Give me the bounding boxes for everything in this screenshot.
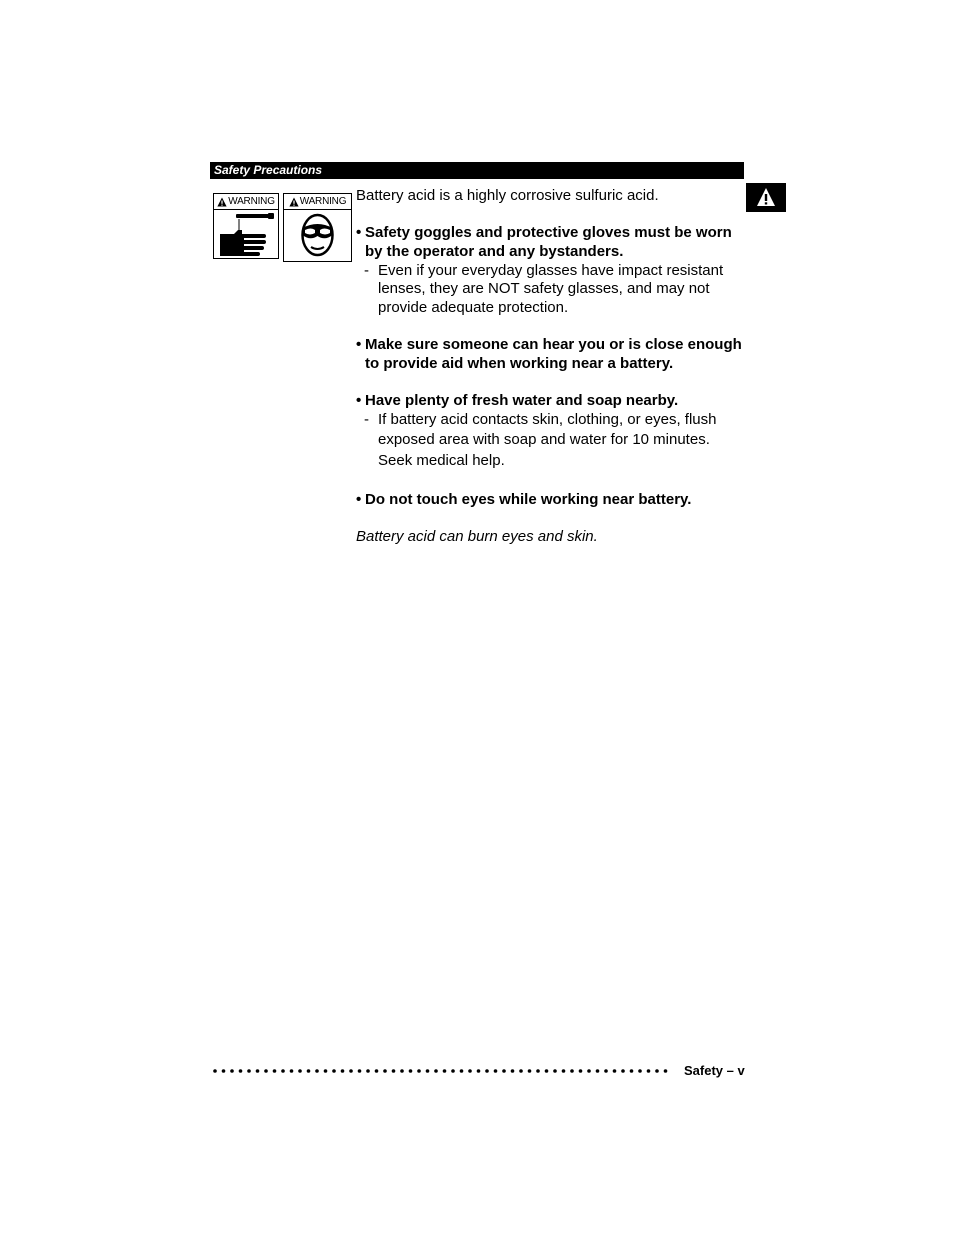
footer-dot	[638, 1069, 642, 1073]
sub-acid-contact-cont2: Seek medical help.	[378, 452, 505, 469]
footer-dot	[315, 1069, 319, 1073]
footer-dot	[307, 1069, 311, 1073]
footer-dot	[239, 1069, 243, 1073]
footer-dot	[451, 1069, 455, 1073]
footer-dot	[485, 1069, 489, 1073]
closing-note: Battery acid can burn eyes and skin.	[356, 528, 598, 545]
warning-label-text: WARNING	[228, 196, 275, 207]
footer-dot	[247, 1069, 251, 1073]
footer-dot	[341, 1069, 345, 1073]
footer-dot	[587, 1069, 591, 1073]
footer-dot	[417, 1069, 421, 1073]
bullet-someone-hear-cont: to provide aid when working near a battery.	[365, 355, 674, 372]
footer-dot	[528, 1069, 532, 1073]
footer-dot-leader	[213, 1066, 675, 1076]
footer-dot	[494, 1069, 498, 1073]
footer-dot	[502, 1069, 506, 1073]
sub-everyday-glasses-cont: lenses, they are NOT safety glasses, and may not	[378, 280, 710, 297]
sub-acid-contact: - If battery acid contacts skin, clothing, or eyes, flush	[364, 411, 717, 428]
bullet-goggles-gloves: • Safety goggles and protective gloves must be worn	[356, 224, 732, 241]
footer-dot	[655, 1069, 659, 1073]
goggles-face-icon	[284, 210, 351, 261]
bullet-touch-eyes: • Do not touch eyes while working near battery.	[356, 491, 692, 508]
footer-dot	[256, 1069, 260, 1073]
footer-dot	[460, 1069, 464, 1073]
footer-dot	[366, 1069, 370, 1073]
footer-dot	[383, 1069, 387, 1073]
footer-dot	[536, 1069, 540, 1073]
bullet-someone-hear: • Make sure someone can hear you or is close enough	[356, 336, 742, 353]
footer-dot	[570, 1069, 574, 1073]
bullet-goggles-gloves-cont: by the operator and any bystanders.	[365, 243, 624, 260]
warning-triangle-icon	[756, 187, 776, 207]
footer-dot	[434, 1069, 438, 1073]
footer-dot	[562, 1069, 566, 1073]
footer-dot	[613, 1069, 617, 1073]
footer-dot	[468, 1069, 472, 1073]
bullet-water-soap: • Have plenty of fresh water and soap nearby.	[356, 392, 679, 409]
warning-triangle-icon	[289, 197, 299, 207]
footer-dot	[545, 1069, 549, 1073]
footer-dot	[298, 1069, 302, 1073]
section-title: Safety Precautions	[214, 163, 323, 177]
footer-dot	[511, 1069, 515, 1073]
sub-everyday-glasses: - Even if your everyday glasses have impact resistant	[364, 262, 724, 279]
warning-label-acid	[213, 193, 279, 259]
footer-dot	[519, 1069, 523, 1073]
footer-dot	[375, 1069, 379, 1073]
footer-dot	[222, 1069, 226, 1073]
warning-label-text: WARNING	[299, 196, 347, 207]
footer-dot	[213, 1069, 217, 1073]
footer-dot	[400, 1069, 404, 1073]
footer-dot	[273, 1069, 277, 1073]
footer-dot	[281, 1069, 285, 1073]
footer-dot	[621, 1069, 625, 1073]
section-header-bar	[210, 162, 744, 179]
acid-hand-icon	[214, 210, 278, 258]
footer-dot	[230, 1069, 234, 1073]
safety-side-tab	[746, 183, 786, 212]
footer-dot	[579, 1069, 583, 1073]
footer-dot	[647, 1069, 651, 1073]
footer-dot	[324, 1069, 328, 1073]
footer-dot	[358, 1069, 362, 1073]
footer-dot	[596, 1069, 600, 1073]
footer-dot	[349, 1069, 353, 1073]
sub-everyday-glasses-cont2: provide adequate protection.	[378, 299, 569, 316]
footer-dot	[477, 1069, 481, 1073]
footer-dot	[426, 1069, 430, 1073]
warning-triangle-icon	[217, 197, 227, 207]
footer-dot	[443, 1069, 447, 1073]
footer-dot	[290, 1069, 294, 1073]
footer-dot	[409, 1069, 413, 1073]
footer-dot	[553, 1069, 557, 1073]
sub-acid-contact-cont: exposed area with soap and water for 10 minutes.	[378, 431, 710, 448]
footer-dot	[392, 1069, 396, 1073]
footer-dot	[264, 1069, 268, 1073]
page-number-label: Safety – v	[684, 1063, 745, 1078]
warning-label-goggles	[283, 193, 352, 262]
intro-text: Battery acid is a highly corrosive sulfuric acid.	[356, 187, 659, 204]
footer-dot	[630, 1069, 634, 1073]
footer-dot	[664, 1069, 668, 1073]
footer-dot	[332, 1069, 336, 1073]
footer-dot	[604, 1069, 608, 1073]
